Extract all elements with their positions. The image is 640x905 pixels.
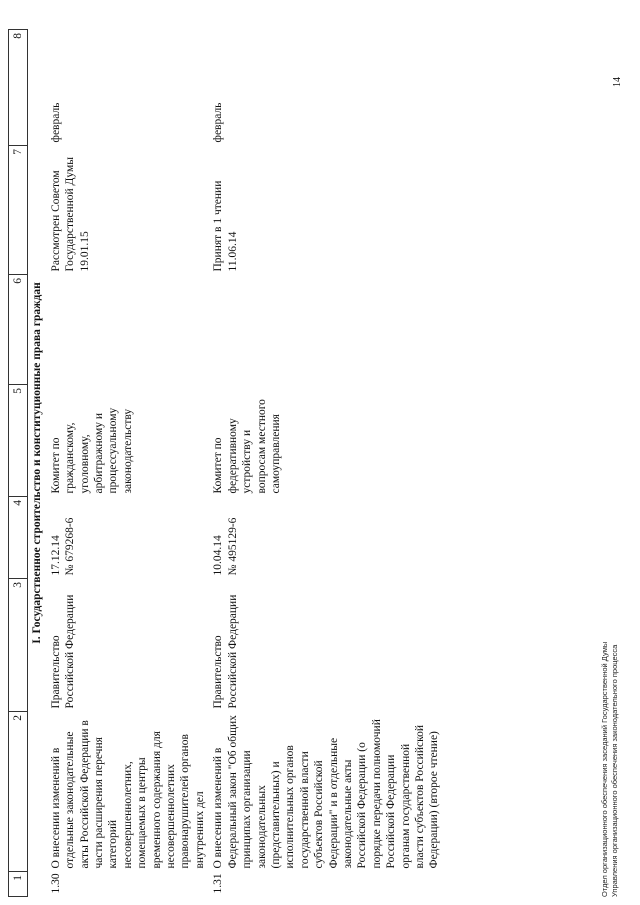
bill-reg-number: № 495129-6 xyxy=(226,517,239,576)
column-number: 5 xyxy=(9,385,28,497)
bill-reg-number: № 679268-6 xyxy=(64,517,77,576)
footer-line: Управления организационного обеспечения законодательного процесса xyxy=(610,644,619,897)
bill-title: О внесении изменений в Федеральный закон "Об общих принципах организации законодательных (представительных) и исполнительных органов государственной власти субъектов Российской Федерации" и в отдельные законодательные акты Российской Федерации (о порядке передачи полномочий Российской Федерации органам государственной власти субъектов Российской Федерации) (второе чтение) xyxy=(212,715,441,869)
bill-author: Правительство Российской Федерации xyxy=(49,594,77,709)
page-footer xyxy=(600,642,620,897)
column-number: 6 xyxy=(9,275,28,385)
bill-date: 17.12.14 xyxy=(49,535,62,576)
bills-table xyxy=(8,29,444,897)
table-row xyxy=(47,30,209,897)
column-number: 7 xyxy=(9,146,28,275)
column-number: 4 xyxy=(9,497,28,579)
bill-status: Принят в 1 чтении 11.06.14 xyxy=(212,180,239,272)
bill-date-reg xyxy=(47,497,209,579)
bill-author: Правительство Российской Федерации xyxy=(212,594,239,709)
row-number: 1.30 xyxy=(49,873,62,894)
bill-date-reg xyxy=(209,497,444,579)
bill-col6 xyxy=(47,275,209,385)
column-number: 3 xyxy=(9,579,28,712)
column-number: 8 xyxy=(9,30,28,146)
bill-title: О внесении изменений в отдельные законодательные акты Российской Федерации в части расширения перечня категорий несовершеннолетних, помещаемых в центры временного содержания для несовершеннолетних правонарушителей органов внутренних дел xyxy=(49,720,206,869)
row-number: 1.31 xyxy=(212,873,225,894)
bill-col6 xyxy=(209,275,444,385)
bill-status: Рассмотрен Советом Государственной Думы 19.01.15 xyxy=(49,157,91,272)
footer-line: Отдел организационного обеспечения заседаний Государственной Думы xyxy=(600,641,609,897)
bill-committee: Комитет по федеративному устройству и вопросам местного самоуправления xyxy=(212,399,282,494)
column-number-row xyxy=(9,30,28,897)
table-row xyxy=(209,30,444,897)
bill-committee: Комитет по гражданскому, уголовному, арбитражному и процессуальному законодательству xyxy=(49,407,134,494)
bill-date: 10.04.14 xyxy=(212,535,225,576)
column-number: 2 xyxy=(9,712,28,872)
bill-month: февраль xyxy=(49,102,62,143)
column-number: 1 xyxy=(9,872,28,897)
page-number: 14 xyxy=(612,77,623,87)
section-title: I. Государственное строительство и конституционные права граждан xyxy=(31,282,44,644)
section-heading-row xyxy=(28,30,47,897)
bill-month: февраль xyxy=(212,102,225,143)
